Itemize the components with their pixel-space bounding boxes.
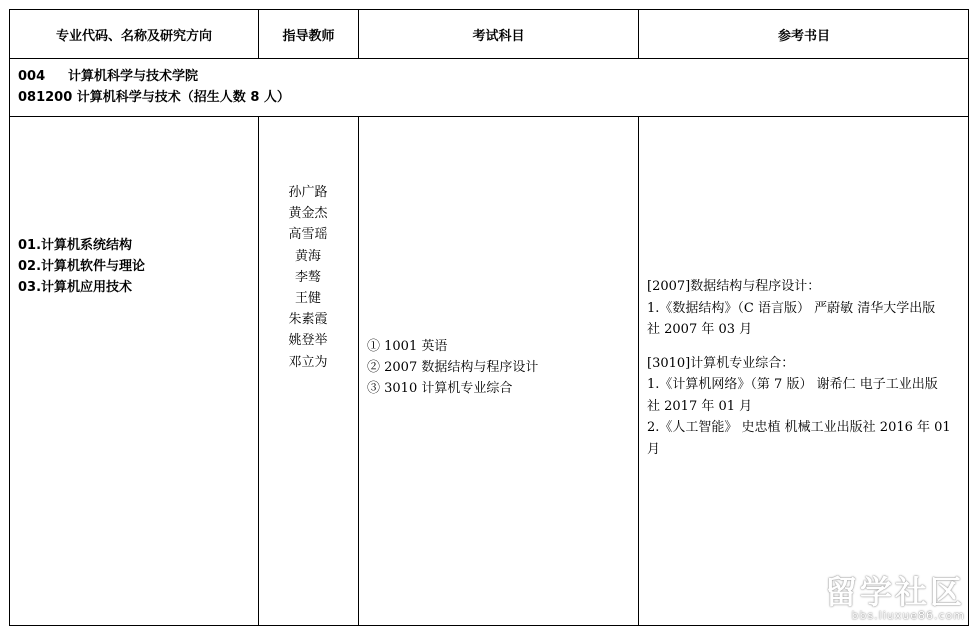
- advisor-list: [258, 182, 358, 373]
- exam-subject-list: [367, 336, 538, 399]
- watermark-brand: 留学社区: [824, 573, 965, 611]
- reference-group-title: [3010]计算机专业综合：: [647, 355, 795, 371]
- exam-subject: ③ 3010 计算机专业综合: [367, 381, 513, 396]
- department-row: [18, 66, 290, 108]
- department-line-1: [18, 66, 290, 87]
- header-divider: [10, 58, 968, 59]
- exam-subject: ① 1001 英语: [367, 339, 448, 354]
- column-divider-3-body: [638, 116, 639, 625]
- direction-item: 03.计算机应用技术: [18, 280, 133, 295]
- reference-line: 月: [647, 441, 661, 457]
- reference-line: 社 2007 年 03 月: [647, 322, 753, 337]
- reference-line: 1.《计算机网络》（第 7 版） 谢希仁 电子工业出版: [647, 377, 938, 392]
- admissions-table: [9, 9, 969, 626]
- department-code: 004: [18, 69, 46, 84]
- reference-line: 1.《数据结构》（C 语言版） 严蔚敏 清华大学出版: [647, 300, 936, 316]
- advisor-name: 黄海: [294, 248, 321, 264]
- department-name: 计算机科学与技术学院: [68, 69, 199, 84]
- research-directions: [18, 235, 145, 298]
- header-exam: 考试科目: [472, 28, 525, 44]
- header-advisor: 指导教师: [282, 28, 335, 44]
- advisor-name: 邓立为: [288, 354, 328, 370]
- advisor-name: 姚登举: [288, 333, 328, 349]
- site-watermark: [825, 575, 965, 622]
- department-divider: [10, 116, 968, 117]
- header-books: 参考书目: [777, 28, 830, 44]
- column-divider-2-body: [358, 116, 359, 625]
- advisor-name: 高雪瑶: [288, 227, 328, 243]
- watermark-url: bbs.liuxue86.com: [851, 609, 965, 622]
- exam-subject: ② 2007 数据结构与程序设计: [367, 360, 539, 375]
- header-major: 专业代码、名称及研究方向: [55, 28, 212, 44]
- department-line-2: 081200 计算机科学与技术（招生人数 8 人）: [18, 90, 290, 105]
- reference-books: [647, 276, 965, 460]
- advisor-name: 孙广路: [288, 185, 328, 200]
- reference-group-title: [2007]数据结构与程序设计：: [647, 279, 821, 294]
- advisor-name: 李骜: [294, 269, 321, 285]
- advisor-name: 黄金杰: [288, 206, 328, 222]
- direction-item: 02.计算机软件与理论: [18, 259, 146, 274]
- advisor-name: 朱素霞: [288, 312, 328, 328]
- direction-item: 01.计算机系统结构: [18, 238, 133, 253]
- reference-line: 2.《人工智能》 史忠植 机械工业出版社 2016 年 01: [647, 420, 951, 435]
- advisor-name: 王健: [294, 291, 321, 307]
- reference-line: 社 2017 年 01 月: [647, 398, 753, 414]
